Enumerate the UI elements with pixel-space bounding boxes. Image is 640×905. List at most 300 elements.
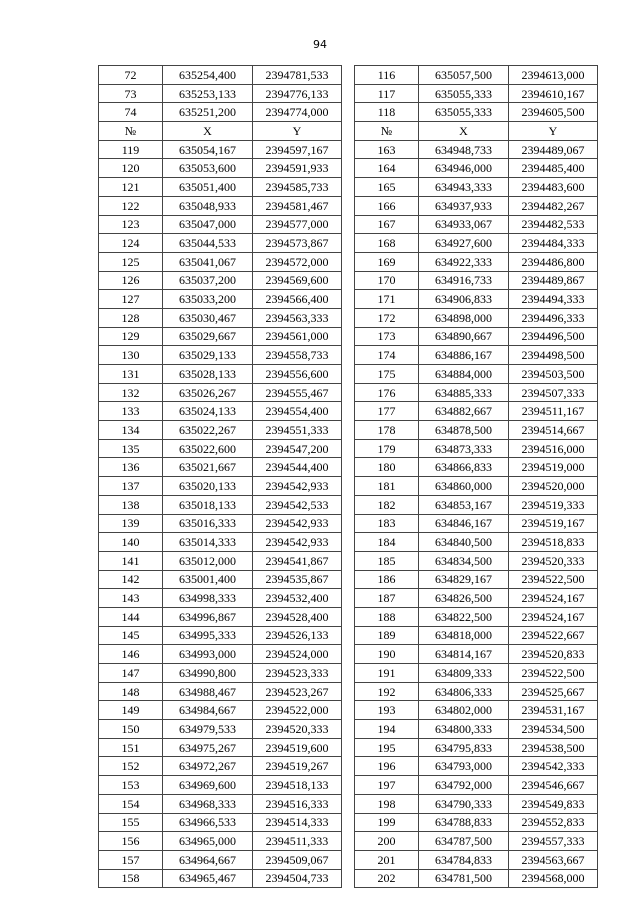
- cell-y: 2394518,833: [509, 533, 598, 552]
- cell-y: 2394514,333: [253, 813, 342, 832]
- cell-x: 635028,133: [163, 365, 253, 384]
- cell-y: 2394776,133: [253, 84, 342, 103]
- cell-num: 147: [99, 664, 163, 683]
- cell-x: 635044,533: [163, 234, 253, 253]
- column-gap: [342, 252, 355, 271]
- table-row: [99, 738, 598, 757]
- cell-y: 2394597,167: [253, 140, 342, 159]
- column-gap: [342, 122, 355, 141]
- table-row: [99, 850, 598, 869]
- cell-x: 634927,600: [419, 234, 509, 253]
- cell-x: 635251,200: [163, 103, 253, 122]
- cell-num: 202: [355, 869, 419, 888]
- column-gap: [342, 533, 355, 552]
- cell-x: 634922,333: [419, 252, 509, 271]
- cell-num: 134: [99, 421, 163, 440]
- cell-num: 182: [355, 495, 419, 514]
- cell-y: 2394523,267: [253, 682, 342, 701]
- cell-num: 167: [355, 215, 419, 234]
- cell-num: 132: [99, 383, 163, 402]
- cell-num: 123: [99, 215, 163, 234]
- cell-y: 2394482,533: [509, 215, 598, 234]
- cell-x: 634860,000: [419, 477, 509, 496]
- cell-x: 634993,000: [163, 645, 253, 664]
- cell-x: 634806,333: [419, 682, 509, 701]
- cell-num: 127: [99, 290, 163, 309]
- cell-y: 2394558,733: [253, 346, 342, 365]
- cell-num: 151: [99, 738, 163, 757]
- cell-x: 635057,500: [419, 66, 509, 85]
- cell-x: 634886,167: [419, 346, 509, 365]
- cell-x: 634822,500: [419, 607, 509, 626]
- table-row: [99, 421, 598, 440]
- cell-y: 2394542,933: [253, 514, 342, 533]
- cell-num: 168: [355, 234, 419, 253]
- cell-num: 191: [355, 664, 419, 683]
- cell-x: 635021,667: [163, 458, 253, 477]
- cell-num: 149: [99, 701, 163, 720]
- table-row: [99, 645, 598, 664]
- cell-y: 2394581,467: [253, 196, 342, 215]
- cell-y: 2394524,000: [253, 645, 342, 664]
- cell-num: 72: [99, 66, 163, 85]
- cell-x: 635041,067: [163, 252, 253, 271]
- cell-num: 117: [355, 84, 419, 103]
- cell-num: 128: [99, 308, 163, 327]
- cell-y: 2394557,333: [509, 832, 598, 851]
- cell-num: 124: [99, 234, 163, 253]
- cell-y: 2394511,333: [253, 832, 342, 851]
- cell-x: 634946,000: [419, 159, 509, 178]
- table-row: [99, 140, 598, 159]
- cell-x: 635022,600: [163, 439, 253, 458]
- column-gap: [342, 645, 355, 664]
- cell-num: 116: [355, 66, 419, 85]
- column-gap: [342, 514, 355, 533]
- header-x: X: [419, 122, 509, 141]
- cell-y: 2394541,867: [253, 551, 342, 570]
- column-gap: [342, 589, 355, 608]
- cell-num: 199: [355, 813, 419, 832]
- cell-y: 2394542,533: [253, 495, 342, 514]
- cell-y: 2394569,600: [253, 271, 342, 290]
- table-row: [99, 346, 598, 365]
- cell-num: 200: [355, 832, 419, 851]
- column-gap: [342, 832, 355, 851]
- cell-num: 198: [355, 794, 419, 813]
- cell-x: 634840,500: [419, 533, 509, 552]
- cell-x: 635047,000: [163, 215, 253, 234]
- cell-num: 189: [355, 626, 419, 645]
- cell-x: 634853,167: [419, 495, 509, 514]
- cell-num: 125: [99, 252, 163, 271]
- cell-x: 635253,133: [163, 84, 253, 103]
- table-row: [99, 365, 598, 384]
- cell-x: 634964,667: [163, 850, 253, 869]
- cell-y: 2394544,400: [253, 458, 342, 477]
- table-row: [99, 159, 598, 178]
- table-row: [99, 252, 598, 271]
- table-row: [99, 514, 598, 533]
- cell-x: 634898,000: [419, 308, 509, 327]
- cell-y: 2394528,400: [253, 607, 342, 626]
- cell-y: 2394610,167: [509, 84, 598, 103]
- table-row: [99, 477, 598, 496]
- cell-x: 634996,867: [163, 607, 253, 626]
- cell-num: 120: [99, 159, 163, 178]
- cell-y: 2394568,000: [509, 869, 598, 888]
- cell-num: 152: [99, 757, 163, 776]
- table-row: [99, 327, 598, 346]
- cell-y: 2394526,133: [253, 626, 342, 645]
- cell-x: 635012,000: [163, 551, 253, 570]
- cell-num: 173: [355, 327, 419, 346]
- cell-x: 635029,667: [163, 327, 253, 346]
- cell-x: 635033,200: [163, 290, 253, 309]
- cell-x: 634965,000: [163, 832, 253, 851]
- table-row: [99, 458, 598, 477]
- cell-num: 155: [99, 813, 163, 832]
- cell-x: 634795,833: [419, 738, 509, 757]
- column-gap: [342, 701, 355, 720]
- cell-x: 634995,333: [163, 626, 253, 645]
- cell-x: 635051,400: [163, 178, 253, 197]
- table-row: [99, 234, 598, 253]
- cell-y: 2394549,833: [509, 794, 598, 813]
- cell-x: 634988,467: [163, 682, 253, 701]
- cell-y: 2394504,733: [253, 869, 342, 888]
- cell-y: 2394509,067: [253, 850, 342, 869]
- cell-y: 2394489,867: [509, 271, 598, 290]
- cell-num: 165: [355, 178, 419, 197]
- cell-x: 634818,000: [419, 626, 509, 645]
- cell-x: 635001,400: [163, 570, 253, 589]
- column-gap: [342, 776, 355, 795]
- cell-num: 146: [99, 645, 163, 664]
- cell-y: 2394563,333: [253, 308, 342, 327]
- cell-num: 166: [355, 196, 419, 215]
- cell-x: 634969,600: [163, 776, 253, 795]
- cell-x: 635022,267: [163, 421, 253, 440]
- header-num: №: [99, 122, 163, 141]
- column-gap: [342, 84, 355, 103]
- cell-y: 2394507,333: [509, 383, 598, 402]
- cell-num: 135: [99, 439, 163, 458]
- cell-num: 175: [355, 365, 419, 384]
- cell-y: 2394532,400: [253, 589, 342, 608]
- column-gap: [342, 757, 355, 776]
- cell-x: 635055,333: [419, 103, 509, 122]
- column-gap: [342, 813, 355, 832]
- cell-num: 142: [99, 570, 163, 589]
- table-row: [99, 776, 598, 795]
- cell-num: 186: [355, 570, 419, 589]
- cell-x: 634784,833: [419, 850, 509, 869]
- cell-num: 194: [355, 720, 419, 739]
- column-gap: [342, 551, 355, 570]
- column-gap: [342, 159, 355, 178]
- cell-x: 635018,133: [163, 495, 253, 514]
- cell-x: 634972,267: [163, 757, 253, 776]
- cell-num: 156: [99, 832, 163, 851]
- cell-num: 178: [355, 421, 419, 440]
- cell-x: 634788,833: [419, 813, 509, 832]
- cell-y: 2394522,500: [509, 664, 598, 683]
- cell-y: 2394522,000: [253, 701, 342, 720]
- table-row: [99, 832, 598, 851]
- cell-x: 634979,533: [163, 720, 253, 739]
- cell-x: 634846,167: [419, 514, 509, 533]
- cell-x: 634873,333: [419, 439, 509, 458]
- cell-y: 2394494,333: [509, 290, 598, 309]
- table-row: [99, 495, 598, 514]
- cell-y: 2394520,833: [509, 645, 598, 664]
- cell-x: 634787,500: [419, 832, 509, 851]
- table-row: [99, 794, 598, 813]
- cell-x: 635014,333: [163, 533, 253, 552]
- cell-y: 2394511,167: [509, 402, 598, 421]
- column-gap: [342, 402, 355, 421]
- cell-x: 634906,833: [419, 290, 509, 309]
- cell-y: 2394585,733: [253, 178, 342, 197]
- cell-y: 2394524,167: [509, 607, 598, 626]
- header-row: [99, 122, 598, 141]
- cell-num: 157: [99, 850, 163, 869]
- cell-y: 2394520,333: [509, 551, 598, 570]
- cell-y: 2394519,600: [253, 738, 342, 757]
- cell-num: 183: [355, 514, 419, 533]
- cell-y: 2394605,500: [509, 103, 598, 122]
- cell-num: 141: [99, 551, 163, 570]
- column-gap: [342, 570, 355, 589]
- cell-y: 2394531,167: [509, 701, 598, 720]
- cell-x: 635016,333: [163, 514, 253, 533]
- cell-y: 2394482,267: [509, 196, 598, 215]
- table-row: [99, 701, 598, 720]
- cell-y: 2394483,600: [509, 178, 598, 197]
- cell-x: 634793,000: [419, 757, 509, 776]
- cell-num: 73: [99, 84, 163, 103]
- column-gap: [342, 421, 355, 440]
- cell-y: 2394542,333: [509, 757, 598, 776]
- cell-y: 2394561,000: [253, 327, 342, 346]
- cell-y: 2394534,500: [509, 720, 598, 739]
- cell-x: 635048,933: [163, 196, 253, 215]
- cell-y: 2394542,933: [253, 533, 342, 552]
- cell-num: 177: [355, 402, 419, 421]
- cell-x: 635254,400: [163, 66, 253, 85]
- column-gap: [342, 495, 355, 514]
- cell-x: 635037,200: [163, 271, 253, 290]
- table-row: [99, 215, 598, 234]
- column-gap: [342, 869, 355, 888]
- table-row: [99, 533, 598, 552]
- table-row: [99, 178, 598, 197]
- cell-x: 635020,133: [163, 477, 253, 496]
- cell-y: 2394566,400: [253, 290, 342, 309]
- cell-y: 2394519,167: [509, 514, 598, 533]
- cell-x: 634781,500: [419, 869, 509, 888]
- cell-x: 635055,333: [419, 84, 509, 103]
- column-gap: [342, 664, 355, 683]
- table-row: [99, 383, 598, 402]
- cell-num: 130: [99, 346, 163, 365]
- cell-y: 2394555,467: [253, 383, 342, 402]
- cell-y: 2394519,000: [509, 458, 598, 477]
- table-row: [99, 439, 598, 458]
- cell-num: 190: [355, 645, 419, 664]
- column-gap: [342, 271, 355, 290]
- cell-num: 118: [355, 103, 419, 122]
- cell-num: 145: [99, 626, 163, 645]
- header-x: X: [163, 122, 253, 141]
- cell-y: 2394503,500: [509, 365, 598, 384]
- cell-x: 634937,933: [419, 196, 509, 215]
- cell-x: 634975,267: [163, 738, 253, 757]
- table-row: [99, 570, 598, 589]
- table-row: [99, 551, 598, 570]
- cell-y: 2394522,667: [509, 626, 598, 645]
- column-gap: [342, 103, 355, 122]
- cell-y: 2394496,500: [509, 327, 598, 346]
- table-row: [99, 402, 598, 421]
- cell-num: 180: [355, 458, 419, 477]
- cell-x: 634878,500: [419, 421, 509, 440]
- table-row: [99, 607, 598, 626]
- cell-num: 154: [99, 794, 163, 813]
- cell-num: 176: [355, 383, 419, 402]
- cell-num: 122: [99, 196, 163, 215]
- cell-num: 144: [99, 607, 163, 626]
- column-gap: [342, 196, 355, 215]
- cell-x: 634885,333: [419, 383, 509, 402]
- cell-y: 2394518,133: [253, 776, 342, 795]
- cell-x: 635030,467: [163, 308, 253, 327]
- coordinates-table: [98, 65, 598, 888]
- column-gap: [342, 439, 355, 458]
- column-gap: [342, 178, 355, 197]
- cell-y: 2394546,667: [509, 776, 598, 795]
- cell-y: 2394547,200: [253, 439, 342, 458]
- cell-num: 195: [355, 738, 419, 757]
- table-row: [99, 589, 598, 608]
- cell-num: 164: [355, 159, 419, 178]
- column-gap: [342, 794, 355, 813]
- cell-y: 2394572,000: [253, 252, 342, 271]
- column-gap: [342, 215, 355, 234]
- cell-x: 634916,733: [419, 271, 509, 290]
- cell-x: 635026,267: [163, 383, 253, 402]
- cell-x: 634800,333: [419, 720, 509, 739]
- cell-y: 2394535,867: [253, 570, 342, 589]
- cell-num: 170: [355, 271, 419, 290]
- cell-y: 2394484,333: [509, 234, 598, 253]
- table-row: [99, 84, 598, 103]
- table-row: [99, 682, 598, 701]
- header-y: Y: [253, 122, 342, 141]
- cell-x: 634968,333: [163, 794, 253, 813]
- table-row: [99, 720, 598, 739]
- cell-num: 74: [99, 103, 163, 122]
- cell-x: 634890,667: [419, 327, 509, 346]
- cell-y: 2394519,267: [253, 757, 342, 776]
- cell-num: 174: [355, 346, 419, 365]
- header-num: №: [355, 122, 419, 141]
- cell-x: 634948,733: [419, 140, 509, 159]
- cell-num: 169: [355, 252, 419, 271]
- cell-y: 2394498,500: [509, 346, 598, 365]
- cell-num: 148: [99, 682, 163, 701]
- table-row: [99, 271, 598, 290]
- column-gap: [342, 66, 355, 85]
- cell-num: 129: [99, 327, 163, 346]
- cell-x: 634933,067: [419, 215, 509, 234]
- column-gap: [342, 850, 355, 869]
- cell-num: 188: [355, 607, 419, 626]
- column-gap: [342, 290, 355, 309]
- cell-num: 201: [355, 850, 419, 869]
- cell-num: 193: [355, 701, 419, 720]
- cell-y: 2394552,833: [509, 813, 598, 832]
- cell-num: 131: [99, 365, 163, 384]
- cell-num: 150: [99, 720, 163, 739]
- cell-y: 2394496,333: [509, 308, 598, 327]
- column-gap: [342, 626, 355, 645]
- column-gap: [342, 738, 355, 757]
- table-row: [99, 869, 598, 888]
- cell-x: 634790,333: [419, 794, 509, 813]
- cell-num: 163: [355, 140, 419, 159]
- cell-num: 192: [355, 682, 419, 701]
- cell-y: 2394538,500: [509, 738, 598, 757]
- cell-num: 138: [99, 495, 163, 514]
- cell-num: 119: [99, 140, 163, 159]
- cell-y: 2394525,667: [509, 682, 598, 701]
- column-gap: [342, 720, 355, 739]
- cell-x: 634826,500: [419, 589, 509, 608]
- cell-num: 181: [355, 477, 419, 496]
- column-gap: [342, 383, 355, 402]
- cell-num: 185: [355, 551, 419, 570]
- cell-y: 2394551,333: [253, 421, 342, 440]
- column-gap: [342, 682, 355, 701]
- cell-num: 140: [99, 533, 163, 552]
- column-gap: [342, 234, 355, 253]
- cell-y: 2394554,400: [253, 402, 342, 421]
- cell-x: 634984,667: [163, 701, 253, 720]
- cell-y: 2394774,000: [253, 103, 342, 122]
- cell-y: 2394524,167: [509, 589, 598, 608]
- column-gap: [342, 365, 355, 384]
- cell-num: 153: [99, 776, 163, 795]
- cell-y: 2394522,500: [509, 570, 598, 589]
- cell-x: 635054,167: [163, 140, 253, 159]
- cell-y: 2394577,000: [253, 215, 342, 234]
- cell-y: 2394556,600: [253, 365, 342, 384]
- cell-y: 2394514,667: [509, 421, 598, 440]
- column-gap: [342, 607, 355, 626]
- table-row: [99, 103, 598, 122]
- cell-y: 2394516,333: [253, 794, 342, 813]
- cell-x: 634998,333: [163, 589, 253, 608]
- cell-y: 2394485,400: [509, 159, 598, 178]
- page-number: 94: [313, 38, 327, 51]
- cell-x: 634792,000: [419, 776, 509, 795]
- cell-y: 2394523,333: [253, 664, 342, 683]
- cell-y: 2394489,067: [509, 140, 598, 159]
- table-row: [99, 308, 598, 327]
- column-gap: [342, 458, 355, 477]
